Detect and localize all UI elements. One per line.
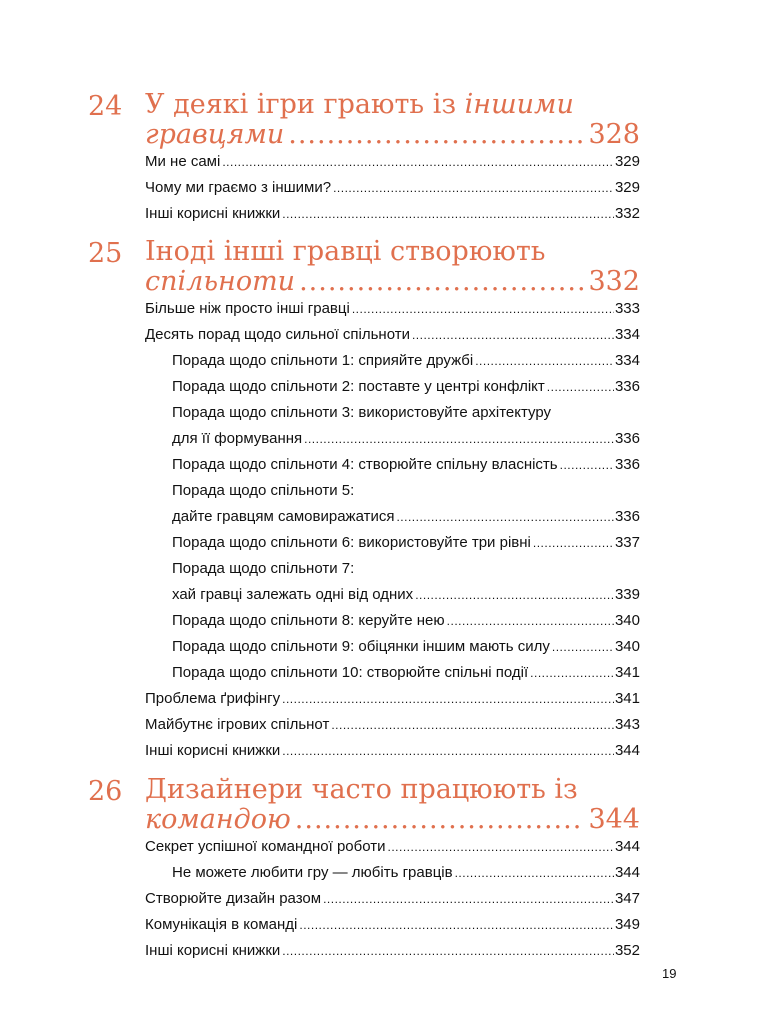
toc-entry[interactable]: Майбутнє ігрових спільнот ..... 343 (145, 712, 640, 738)
toc-entry[interactable]: Більше ніж просто інші гравці ..... 333 (145, 296, 640, 322)
toc-subentry[interactable]: Не можете любити гру — любіть гравців ..... 344 (172, 860, 640, 886)
leader-dots (295, 805, 585, 835)
chapter-title-line1: Дизайнери часто працюють із (145, 774, 578, 805)
chapter-number: 24 (88, 91, 123, 122)
chapter-title (145, 90, 640, 150)
toc-entry[interactable]: Створюйте дизайн разом ..... 347 (145, 886, 640, 912)
chapter-title-italic: командою (145, 804, 291, 835)
toc-entry[interactable]: Інші корисні книжки ..... 332 (145, 201, 640, 227)
toc-subentry[interactable]: Порада щодо спільноти 4: створюйте спільну власність ..... 336 (172, 452, 640, 478)
chapter-page-number: 328 (588, 119, 640, 150)
chapter-title (145, 237, 640, 297)
toc-subentry[interactable]: Порада щодо спільноти 9: обіцянки іншим мають силу ..... 340 (172, 634, 640, 660)
toc-entry[interactable]: Десять порад щодо сильної спільноти ..... 334 (145, 322, 640, 348)
chapter-title-line2 (145, 267, 640, 297)
toc-subentry[interactable]: для її формування ..... 336 (172, 426, 640, 452)
toc-subentry[interactable]: Порада щодо спільноти 7: (172, 560, 355, 577)
toc-entry[interactable]: Інші корисні книжки ..... 344 (145, 738, 640, 764)
leader-dots (299, 267, 584, 297)
toc-entry[interactable]: Ми не самі ..... 329 (145, 149, 640, 175)
chapter-title-line1: Іноді інші гравці створюють (145, 236, 546, 267)
toc-subentry[interactable]: Порада щодо спільноти 8: керуйте нею ..... 340 (172, 608, 640, 634)
chapter-title-line2 (145, 805, 640, 835)
toc-subentry[interactable]: Порада щодо спільноти 3: використовуйте архітектуру (172, 404, 552, 421)
chapter-title-line1: У деякі ігри грають із іншими (145, 89, 574, 120)
toc-entry[interactable]: Комунікація в команді ..... 349 (145, 912, 640, 938)
chapter-page-number: 332 (588, 266, 640, 297)
toc-subentry[interactable]: Порада щодо спільноти 6: використовуйте три рівні ..... 337 (172, 530, 640, 556)
toc-subentry[interactable]: дайте гравцям самовиражатися ..... 336 (172, 504, 640, 530)
chapter-number: 26 (88, 776, 123, 807)
toc-entry[interactable]: Проблема ґрифінгу ..... 341 (145, 686, 640, 712)
toc-subentry[interactable]: Порада щодо спільноти 10: створюйте спільні події ..... 341 (172, 660, 640, 686)
toc-entry[interactable]: Інші корисні книжки ..... 352 (145, 938, 640, 964)
chapter-title (145, 775, 640, 835)
toc-entry[interactable]: Чому ми граємо з іншими? ..... 329 (145, 175, 640, 201)
chapter-number: 25 (88, 238, 123, 269)
chapter-title-italic: спільноти (145, 266, 296, 297)
toc-entry[interactable]: Секрет успішної командної роботи ..... 344 (145, 834, 640, 860)
chapter-title-line2 (145, 120, 640, 150)
page-number: 19 (662, 966, 677, 981)
toc-subentry[interactable]: хай гравці залежать одні від одних ..... 339 (172, 582, 640, 608)
chapter-title-italic: гравцями (145, 119, 285, 150)
toc-subentry[interactable]: Порада щодо спільноти 1: сприяйте дружбі ..... 334 (172, 348, 640, 374)
chapter-page-number: 344 (588, 804, 640, 835)
toc-subentry[interactable]: Порада щодо спільноти 5: (172, 482, 355, 499)
toc-subentry[interactable]: Порада щодо спільноти 2: поставте у центрі конфлікт ..... 336 (172, 374, 640, 400)
leader-dots (288, 120, 584, 150)
